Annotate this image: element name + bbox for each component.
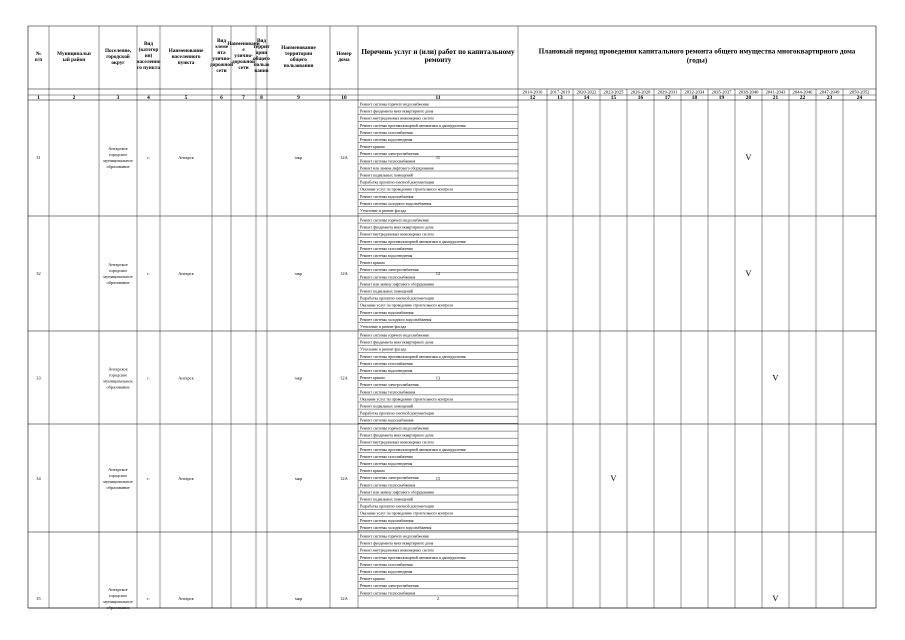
column-number: 1 xyxy=(37,95,40,101)
year-range: 2041-2043 xyxy=(765,89,786,95)
header-settlement-category: населенно xyxy=(136,59,161,65)
year-range: 2047-2049 xyxy=(819,89,840,95)
header-street-type: дорожной xyxy=(210,62,233,68)
header-territory-type: вания xyxy=(254,68,269,74)
row-territory-name: 12А xyxy=(340,476,348,481)
column-number: 2 xyxy=(72,95,76,101)
row-settlement: Ангарск xyxy=(178,596,194,601)
table-grid xyxy=(28,26,876,608)
work-item: Оказание услуг по проведению строительного контроля xyxy=(360,187,453,192)
work-item: Разработка проектно-сметной документации xyxy=(360,180,435,185)
work-item: Ремонт крыши xyxy=(360,577,385,582)
header-no: п/п xyxy=(34,57,43,63)
column-number: 22 xyxy=(799,95,806,101)
row-district: муниципальное xyxy=(103,479,133,484)
column-number: 20 xyxy=(745,95,752,101)
column-number: 7 xyxy=(242,95,245,101)
table-row xyxy=(36,219,752,330)
work-item: Ремонт системы водоотведения xyxy=(360,462,413,466)
work-item: Ремонт системы водоотведения xyxy=(360,138,413,142)
plan-period-mark: V xyxy=(772,372,779,383)
work-item: Ремонт системы горячего водоснабжения xyxy=(360,333,429,338)
column-number: 19 xyxy=(718,95,725,101)
header-house-no: дома xyxy=(338,57,350,63)
row-territory-type: мкр xyxy=(294,154,303,160)
column-number: 16 xyxy=(637,95,644,101)
work-item: Ремонт системы противопожарной автоматики и дымоудаления xyxy=(360,239,466,244)
work-item: Ремонт фундамента многоквартирного дома xyxy=(360,541,434,546)
work-item: Ремонт системы противопожарной автоматики и дымоудаления xyxy=(360,555,466,560)
row-territory-name: 12А xyxy=(340,270,348,276)
row-district: Ангарское xyxy=(108,366,128,372)
column-number: 10 xyxy=(341,95,347,101)
column-number: 3 xyxy=(116,95,120,101)
row-settlement: Ангарск xyxy=(178,375,194,381)
work-item: Ремонт системы газоснабжения xyxy=(360,130,413,135)
column-number: 6 xyxy=(220,95,223,101)
work-item: Ремонт системы водоотведения xyxy=(360,369,413,373)
column-number: 18 xyxy=(691,95,698,101)
table-body xyxy=(36,103,779,611)
header-works: Перечень услуг и (или) работ по капитальному xyxy=(361,48,515,56)
work-item: Ремонт фундамента многоквартирного дома xyxy=(360,109,434,114)
work-item: Ремонт системы электроснабжения xyxy=(360,476,419,481)
column-number: 13 xyxy=(557,95,563,101)
row-district: муниципальное xyxy=(103,599,133,604)
header-street-name: сети xyxy=(238,65,249,71)
work-item: Ремонт системы теплоснабжения xyxy=(360,483,416,488)
row-number: 34 xyxy=(36,476,41,481)
work-item: Ремонт системы холодного водоснабжения xyxy=(360,525,432,530)
work-item: Оказание услуг по проведению строительного контроля xyxy=(360,303,453,308)
row-settlement: Ангарск xyxy=(178,270,194,276)
row-district: образование xyxy=(106,279,130,285)
work-item: Ремонт системы горячего водоснабжения xyxy=(360,102,429,107)
work-item: Ремонт системы теплоснабжения xyxy=(360,275,416,280)
year-range: 2035-2037 xyxy=(711,89,732,95)
work-item: Ремонт фундамента многоквартирного дома xyxy=(360,433,434,438)
header-territory-name: пользования xyxy=(283,63,314,69)
row-district: образование xyxy=(106,605,130,610)
header-plan-period: Плановый период проведения капитального ремонта общего имущества многоквартирного дома xyxy=(538,47,856,56)
column-number: 24 xyxy=(856,95,863,101)
row-district: городское xyxy=(108,473,128,478)
row-house-no: 15 xyxy=(435,476,441,481)
header-no: № xyxy=(35,51,42,57)
column-number: 12 xyxy=(529,95,536,101)
row-district: муниципальное xyxy=(103,273,133,279)
work-item: Разработка проектно-сметной документации xyxy=(360,296,435,301)
work-item: Ремонт внутридомовых инженерных систем xyxy=(360,116,434,121)
work-item: Ремонт системы противопожарной автоматики и дымоудаления xyxy=(360,447,466,452)
column-number: 14 xyxy=(583,95,590,101)
work-item: Ремонт системы холодного водоснабжения xyxy=(360,317,432,322)
work-item: Ремонт системы горячего водоснабжения xyxy=(360,218,429,223)
row-territory-name: 12А xyxy=(340,154,348,160)
row-category: г. xyxy=(147,596,150,601)
column-number: 4 xyxy=(147,95,150,101)
work-item: Ремонт крыши xyxy=(360,261,385,266)
work-item: Ремонт системы горячего водоснабжения xyxy=(360,534,429,539)
work-item: Ремонт или замену лифтового оборудования xyxy=(360,490,434,495)
plan-period-mark: V xyxy=(745,151,752,162)
header-territory-name: Наименование xyxy=(281,45,316,51)
row-district: Ангарское xyxy=(108,467,128,472)
header-territory-name: территории xyxy=(284,51,313,57)
work-item: Ремонт системы газоснабжения xyxy=(360,361,413,366)
row-number: 31 xyxy=(36,154,41,160)
column-number: 8 xyxy=(260,95,263,101)
work-item: Ремонт системы электроснабжения xyxy=(360,584,419,589)
row-territory-type: мкр xyxy=(294,596,303,601)
row-number: 32 xyxy=(36,270,41,276)
row-house-no: 2 xyxy=(436,596,440,601)
plan-period-mark: V xyxy=(745,267,752,278)
work-item: Ремонт системы противопожарной автоматики и дымоудаления xyxy=(360,354,466,359)
row-settlement: Ангарск xyxy=(178,476,194,481)
work-item: Ремонт системы водоснабжения xyxy=(360,194,414,199)
work-item: Ремонт подвальных помещений xyxy=(360,497,413,502)
row-number: 35 xyxy=(36,596,41,601)
work-item: Ремонт крыши xyxy=(360,469,385,474)
work-item: Ремонт системы водоснабжения xyxy=(360,518,414,523)
table-row xyxy=(36,103,752,214)
row-district: Ангарское xyxy=(108,261,128,267)
year-range: 2029-2031 xyxy=(657,89,678,95)
year-range: 2050-2052 xyxy=(849,89,870,95)
work-item: Ремонт подвальных помещений xyxy=(360,289,413,294)
row-number: 33 xyxy=(36,375,41,381)
year-range: 2026-2028 xyxy=(630,89,651,95)
header-street-type: сети xyxy=(216,68,227,74)
row-territory-name: 12А xyxy=(340,596,348,601)
row-territory-type: мкр xyxy=(294,476,303,481)
work-item: Ремонт системы водоотведения xyxy=(360,254,413,258)
work-item: Ремонт системы электроснабжения xyxy=(360,152,419,157)
work-item: Разработка проектно-сметной документации xyxy=(360,504,435,509)
work-item: Ремонт крыши xyxy=(360,145,385,150)
column-number: 21 xyxy=(772,95,779,101)
header-settlement-name: населенного xyxy=(171,54,201,60)
header-street-name: улично- xyxy=(234,53,253,59)
year-range: 2020-2022 xyxy=(576,89,597,95)
year-range: 2032-2034 xyxy=(684,89,705,95)
header-street-type: улично- xyxy=(212,56,231,62)
row-district: городское xyxy=(108,593,128,598)
row-category: г. xyxy=(147,154,150,160)
row-district: городское xyxy=(108,267,128,273)
work-item: Ремонт системы электроснабжения xyxy=(360,383,419,388)
work-item: Ремонт фундамента многоквартирного дома xyxy=(360,340,434,345)
header-municipal-district: Муниципальн xyxy=(57,51,91,57)
plan-period-mark: V xyxy=(610,473,617,483)
work-item: Ремонт или замена лифтового оборудования xyxy=(360,166,434,171)
work-item: Разработка проектно-сметной документации xyxy=(360,411,435,416)
header-settlement-name: Наименование xyxy=(168,48,204,54)
work-item: Утепление и ремонт фасада xyxy=(360,209,407,213)
work-item: Ремонт внутридомовых инженерных систем xyxy=(360,232,434,237)
header-territory-type: ории xyxy=(255,50,268,56)
work-item: Ремонт системы газоснабжения xyxy=(360,246,413,251)
row-category: г. xyxy=(147,375,150,381)
work-item: Ремонт внутридомовых инженерных систем xyxy=(360,440,434,445)
work-item: Утепление и ремонт фасада xyxy=(360,325,407,329)
year-range: 2044-2046 xyxy=(792,89,813,95)
work-item: Ремонт или замену лифтового оборудования xyxy=(360,282,434,287)
work-item: Утепление и ремонт фасада xyxy=(360,347,407,352)
work-item: Ремонт системы электроснабжения xyxy=(360,268,419,273)
header-street-type: Вид xyxy=(216,38,227,44)
row-district: муниципальное xyxy=(103,157,133,163)
year-range: 2014-2016 xyxy=(522,89,543,95)
table-row xyxy=(36,334,779,424)
column-number: 15 xyxy=(610,95,617,101)
header-municipal-district: ый район xyxy=(62,57,86,63)
header-settlement-district: округ xyxy=(111,60,125,66)
header-street-type: нта xyxy=(217,50,226,56)
work-item: Ремонт системы теплоснабжения xyxy=(360,390,416,395)
work-item: Ремонт системы водоснабжения xyxy=(360,418,414,423)
row-category: г. xyxy=(147,476,150,481)
work-item: Ремонт внутридомовых инженерных систем xyxy=(360,548,434,553)
work-item: Оказание услуг по проведению строительного контроля xyxy=(360,397,453,402)
work-item: Ремонт крыши xyxy=(360,376,385,381)
table-row xyxy=(36,427,617,531)
work-item: Ремонт подвальных помещений xyxy=(360,173,413,178)
column-number: 23 xyxy=(826,95,833,101)
column-number: 5 xyxy=(184,95,188,101)
row-district: Ангарское xyxy=(108,145,128,151)
work-item: Ремонт системы водоотведения xyxy=(360,570,413,574)
row-house-no: 13 xyxy=(435,375,441,381)
work-item: Ремонт системы газоснабжения xyxy=(360,454,413,459)
header-street-type: элеме xyxy=(214,44,229,50)
column-number: 11 xyxy=(435,95,441,101)
work-item: Оказание услуг по проведению строительного контроля xyxy=(360,511,453,516)
row-territory-name: 12А xyxy=(340,375,348,381)
header-territory-type: общего xyxy=(253,56,270,62)
row-district: Ангарское xyxy=(108,587,128,592)
header-house-no: Номер xyxy=(336,51,352,57)
column-number: 9 xyxy=(297,95,300,101)
year-range: 2017-2019 xyxy=(550,89,570,95)
work-item: Ремонт системы противопожарной автоматики и дымоудаления xyxy=(360,123,466,128)
work-item: Ремонт системы газоснабжения xyxy=(360,562,413,567)
work-item: Ремонт системы горячего водоснабжения xyxy=(360,426,429,431)
column-number: 17 xyxy=(664,95,671,101)
header-settlement-name: пункта xyxy=(177,60,195,66)
year-range: 2023-2025 xyxy=(603,89,624,95)
header-settlement-category: Вид xyxy=(143,41,154,47)
row-district: образование xyxy=(106,384,130,390)
plan-period-mark: V xyxy=(772,593,779,603)
header-territory-name: общего xyxy=(290,57,307,63)
row-category: г. xyxy=(147,270,150,276)
row-district: городское xyxy=(108,151,128,157)
header-works: ремонту xyxy=(424,56,452,64)
work-item: Ремонт фундамента многоквартирного дома xyxy=(360,225,434,230)
row-district: образование xyxy=(106,485,130,490)
header-street-name: е xyxy=(242,47,245,53)
header-territory-type: пользо xyxy=(253,62,270,68)
header-street-name: Наименовани xyxy=(227,41,260,47)
row-district: муниципальное xyxy=(103,378,133,384)
table-row xyxy=(36,535,779,611)
row-territory-type: мкр xyxy=(294,270,303,276)
row-settlement: Ангарск xyxy=(178,154,194,160)
work-item: Ремонт системы холодного водоснабжения xyxy=(360,201,432,206)
year-range: 2038-2040 xyxy=(738,89,759,95)
work-item: Ремонт подвальных помещений xyxy=(360,404,413,409)
header-territory-type: Вид xyxy=(256,38,267,44)
header-plan-period: (годы) xyxy=(686,56,708,65)
row-house-no: 12 xyxy=(435,270,441,276)
header-settlement-category: ия) xyxy=(144,53,153,59)
work-item: Ремонт системы теплоснабжения xyxy=(360,591,416,596)
header-settlement-district: Поселение, xyxy=(104,48,132,54)
header-settlement-category: го пункта xyxy=(137,65,160,71)
header-settlement-category: (категор xyxy=(138,47,159,53)
row-house-no: 11 xyxy=(435,154,441,160)
work-item: Ремонт системы водоснабжения xyxy=(360,310,414,315)
row-district: городское xyxy=(108,372,128,378)
row-district: образование xyxy=(106,163,130,169)
work-item: Ремонт системы теплоснабжения xyxy=(360,159,416,164)
row-territory-type: мкр xyxy=(294,375,303,381)
header-settlement-district: городской xyxy=(106,54,130,60)
header-street-name: дорожной xyxy=(232,59,255,65)
header-territory-type: террит xyxy=(253,44,270,50)
